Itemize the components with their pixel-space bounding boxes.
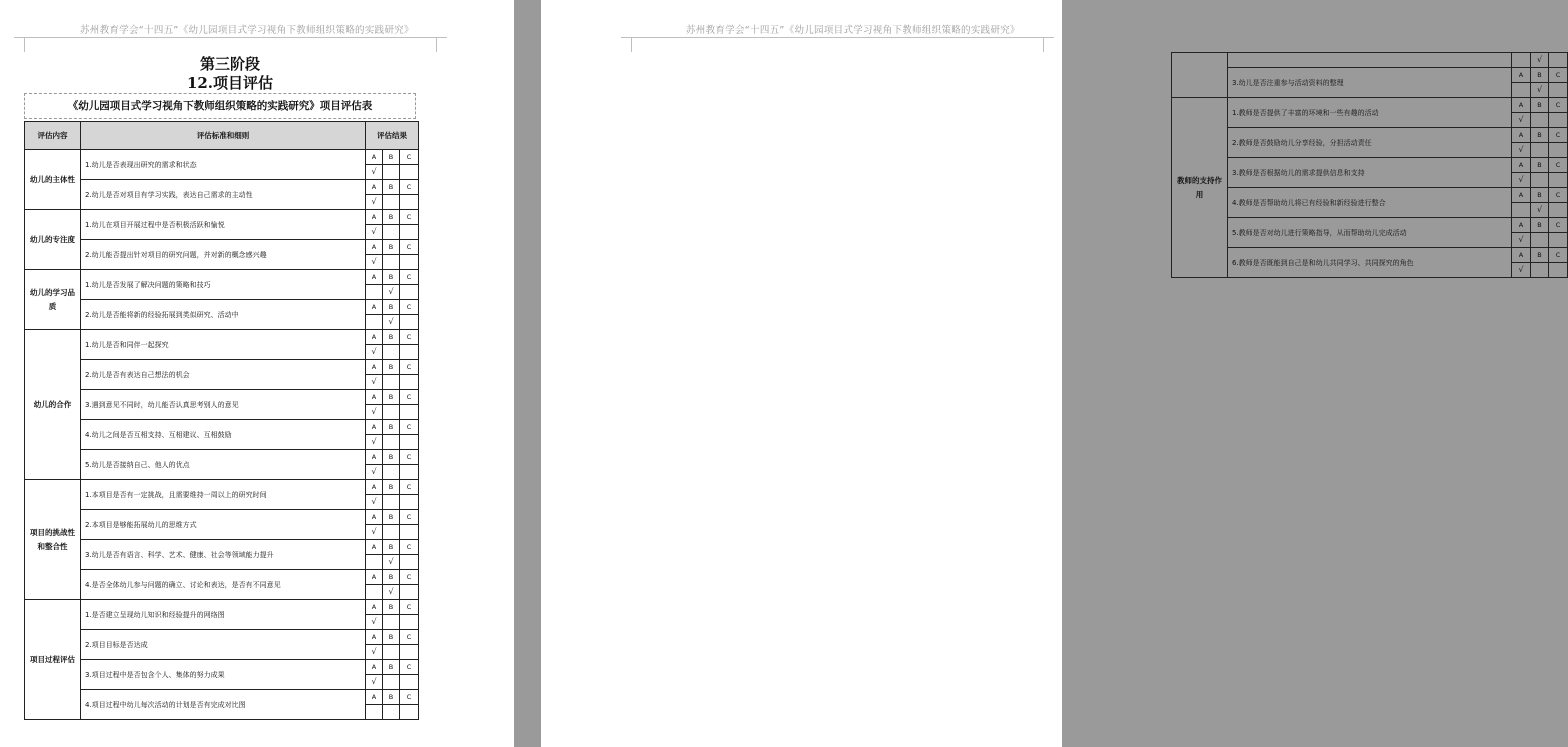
grade-b-label: B: [383, 600, 400, 615]
col-header-criteria: 评估标准和细则: [81, 122, 366, 150]
criteria-cell: 1.幼儿是否表现出研究的需求和状态: [81, 150, 366, 180]
grade-c-label: C: [400, 270, 419, 285]
table-row: [25, 420, 419, 435]
grade-b-label: B: [383, 390, 400, 405]
check-cell: √: [366, 435, 383, 450]
check-cell: [1531, 173, 1549, 188]
grade-b-label: B: [383, 360, 400, 375]
check-cell: √: [1512, 143, 1531, 158]
grade-a-label: A: [366, 630, 383, 645]
check-cell: [400, 675, 419, 690]
table-row: [1172, 128, 1568, 143]
check-cell: √: [1512, 233, 1531, 248]
grade-b-label: B: [383, 210, 400, 225]
grade-b-label: B: [383, 510, 400, 525]
check-cell: √: [366, 465, 383, 480]
check-cell: √: [1512, 263, 1531, 278]
grade-b-label: B: [383, 420, 400, 435]
grade-a-label: A: [1512, 158, 1531, 173]
criteria-cell: 2.本项目是够能拓展幼儿的思维方式: [81, 510, 366, 540]
criteria-cell: 1.幼儿是否和同伴一起探究: [81, 330, 366, 360]
check-cell: [400, 345, 419, 360]
grade-a-label: A: [366, 390, 383, 405]
grade-b-label: B: [1531, 68, 1549, 83]
criteria-cell: 2.教师是否鼓励幼儿分享经验，分担活动责任: [1228, 128, 1512, 158]
check-cell: √: [1531, 83, 1549, 98]
check-cell: [400, 225, 419, 240]
check-cell: [400, 255, 419, 270]
table-row: [25, 240, 419, 255]
check-cell: [366, 285, 383, 300]
grade-c-label: C: [400, 210, 419, 225]
check-cell: [1549, 263, 1568, 278]
check-cell: [1549, 53, 1568, 68]
grade-a-label: A: [1512, 218, 1531, 233]
grade-c-label: C: [1549, 248, 1568, 263]
check-cell: [1512, 203, 1531, 218]
check-cell: [1531, 113, 1549, 128]
check-cell: [400, 495, 419, 510]
grade-c-label: C: [400, 660, 419, 675]
table-row: [25, 630, 419, 645]
check-cell: [366, 555, 383, 570]
check-cell: [383, 615, 400, 630]
grade-a-label: A: [1512, 68, 1531, 83]
check-cell: [1531, 263, 1549, 278]
table-row: [25, 540, 419, 555]
check-cell: [400, 615, 419, 630]
table-row: [25, 210, 419, 225]
grade-a-label: A: [1512, 128, 1531, 143]
table-row: [25, 300, 419, 315]
margin-corner: [436, 37, 447, 52]
table-row: [1172, 53, 1568, 68]
check-cell: [400, 585, 419, 600]
grade-a-label: A: [366, 210, 383, 225]
check-cell: [1549, 143, 1568, 158]
check-cell: √: [366, 165, 383, 180]
category-cell: 教师的支持作用: [1172, 98, 1228, 278]
criteria-cell-continued: [1228, 53, 1512, 68]
grade-c-label: C: [1549, 98, 1568, 113]
grade-b-label: B: [1531, 188, 1549, 203]
check-cell: [1531, 233, 1549, 248]
check-cell: √: [366, 195, 383, 210]
check-cell: [1549, 173, 1568, 188]
table-title: 《幼儿园项目式学习视角下教师组织策略的实践研究》项目评估表: [24, 93, 416, 119]
check-cell: [383, 495, 400, 510]
table-row: [1172, 68, 1568, 83]
grade-c-label: C: [400, 150, 419, 165]
grade-c-label: C: [400, 600, 419, 615]
check-cell: [383, 645, 400, 660]
grade-c-label: C: [400, 300, 419, 315]
grade-a-label: A: [1512, 98, 1531, 113]
check-cell: √: [366, 255, 383, 270]
check-cell: [383, 705, 400, 720]
criteria-cell: 3.项目过程中是否包含个人、集体的努力成果: [81, 660, 366, 690]
check-cell: [400, 465, 419, 480]
check-cell: [383, 165, 400, 180]
criteria-cell: 4.幼儿之间是否互相支持、互相建议、互相鼓励: [81, 420, 366, 450]
grade-b-label: B: [383, 690, 400, 705]
category-cell-continued: [1172, 53, 1228, 98]
grade-c-label: C: [1549, 128, 1568, 143]
criteria-cell: 1.教师是否提供了丰富的环境和一些有趣的活动: [1228, 98, 1512, 128]
check-cell: [400, 705, 419, 720]
table-row: [25, 480, 419, 495]
check-cell: √: [383, 315, 400, 330]
table-row: [25, 390, 419, 405]
table-row: [25, 450, 419, 465]
grade-c-label: C: [400, 450, 419, 465]
margin-corner: [14, 37, 25, 52]
criteria-cell: 3.遇到意见不同时，幼儿能否认真思考别人的意见: [81, 390, 366, 420]
criteria-cell: 2.幼儿是否有表达自己想法的机会: [81, 360, 366, 390]
grade-a-label: A: [366, 300, 383, 315]
check-cell: [383, 195, 400, 210]
grade-b-label: B: [383, 630, 400, 645]
category-cell: 幼儿的主体性: [25, 150, 81, 210]
check-cell: √: [383, 285, 400, 300]
criteria-cell: 3.教师是否根据幼儿的需求提供信息和支持: [1228, 158, 1512, 188]
criteria-cell: 5.教师是否对幼儿进行策略指导，从而帮助幼儿完成活动: [1228, 218, 1512, 248]
criteria-cell: 2.幼儿是否对项目有学习实践，表达自己需求的主动性: [81, 180, 366, 210]
table-row: [25, 600, 419, 615]
stage-title: 第三阶段: [199, 55, 260, 73]
category-cell: 项目的挑战性和整合性: [25, 480, 81, 600]
check-cell: [366, 705, 383, 720]
grade-a-label: A: [366, 420, 383, 435]
grade-a-label: A: [366, 450, 383, 465]
grade-b-label: B: [383, 450, 400, 465]
grade-a-label: A: [366, 330, 383, 345]
check-cell: [1549, 113, 1568, 128]
check-cell: [366, 585, 383, 600]
grade-b-label: B: [383, 300, 400, 315]
criteria-cell: 6.教师是否既能到自己是和幼儿共同学习、共同探究的角色: [1228, 248, 1512, 278]
table-row: [1172, 248, 1568, 263]
grade-b-label: B: [1531, 248, 1549, 263]
table-row: [25, 150, 419, 165]
grade-c-label: C: [1549, 158, 1568, 173]
grade-a-label: A: [366, 360, 383, 375]
criteria-cell: 5.幼儿是否接纳自己、他人的优点: [81, 450, 366, 480]
criteria-cell: 4.教师是否帮助幼儿将已有经验和新经验进行整合: [1228, 188, 1512, 218]
check-cell: [400, 405, 419, 420]
grade-c-label: C: [400, 420, 419, 435]
header-rule: [631, 37, 1045, 38]
header-rule: [24, 37, 438, 38]
grade-a-label: A: [366, 600, 383, 615]
section-title: 12.项目评估: [186, 74, 274, 92]
criteria-cell: 1.幼儿在项目开展过程中是否积极活跃和愉悦: [81, 210, 366, 240]
check-cell: [400, 195, 419, 210]
check-cell: [383, 375, 400, 390]
criteria-cell: 2.幼儿能否提出针对项目的研究问题，并对新的概念感兴趣: [81, 240, 366, 270]
check-cell: √: [366, 225, 383, 240]
grade-c-label: C: [400, 540, 419, 555]
check-cell: [383, 675, 400, 690]
table-row: [25, 510, 419, 525]
margin-corner: [1043, 37, 1054, 52]
check-cell: √: [366, 405, 383, 420]
table-row: [25, 360, 419, 375]
page-1: [0, 0, 514, 747]
check-cell: √: [1512, 113, 1531, 128]
check-cell: [400, 435, 419, 450]
check-cell: [1549, 233, 1568, 248]
table-row: [1172, 188, 1568, 203]
grade-c-label: C: [400, 240, 419, 255]
grade-a-label: A: [366, 180, 383, 195]
grade-c-label: C: [400, 180, 419, 195]
grade-c-label: C: [400, 330, 419, 345]
check-cell: √: [366, 615, 383, 630]
grade-c-label: C: [400, 480, 419, 495]
grade-b-label: B: [383, 570, 400, 585]
grade-c-label: C: [400, 510, 419, 525]
grade-a-label: A: [366, 510, 383, 525]
table-row: [25, 570, 419, 585]
check-cell: [366, 315, 383, 330]
criteria-cell: 1.幼儿是否发展了解决问题的策略和技巧: [81, 270, 366, 300]
check-cell: [400, 645, 419, 660]
grade-b-label: B: [383, 540, 400, 555]
criteria-cell: 2.项目目标是否达成: [81, 630, 366, 660]
col-header-content: 评估内容: [25, 122, 81, 150]
evaluation-table: [24, 121, 419, 720]
check-cell: [383, 465, 400, 480]
criteria-cell: 1.本项目是否有一定挑战，且需要维持一周以上的研究时间: [81, 480, 366, 510]
grade-b-label: B: [383, 240, 400, 255]
check-cell: √: [366, 645, 383, 660]
running-header: 苏州教育学会“十四五”《幼儿园项目式学习视角下教师组织策略的实践研究》: [686, 25, 1020, 36]
check-cell: √: [366, 345, 383, 360]
grade-c-label: C: [1549, 68, 1568, 83]
table-row: [25, 690, 419, 705]
check-cell: [383, 405, 400, 420]
grade-c-label: C: [400, 360, 419, 375]
running-header: 苏州教育学会“十四五”《幼儿园项目式学习视角下教师组织策略的实践研究》: [80, 25, 414, 36]
check-cell: √: [1531, 53, 1549, 68]
criteria-cell: 2.幼儿是否能将新的经验拓展到类似研究、活动中: [81, 300, 366, 330]
check-cell: [400, 525, 419, 540]
grade-a-label: A: [366, 540, 383, 555]
check-cell: [400, 375, 419, 390]
category-cell: 幼儿的专注度: [25, 210, 81, 270]
grade-a-label: A: [366, 570, 383, 585]
grade-a-label: A: [366, 150, 383, 165]
check-cell: [1512, 53, 1531, 68]
check-cell: √: [1531, 203, 1549, 218]
grade-b-label: B: [1531, 128, 1549, 143]
grade-b-label: B: [1531, 158, 1549, 173]
grade-c-label: C: [400, 690, 419, 705]
grade-c-label: C: [1549, 218, 1568, 233]
table-row: [25, 330, 419, 345]
check-cell: [383, 345, 400, 360]
grade-a-label: A: [366, 690, 383, 705]
table-row: [25, 660, 419, 675]
criteria-cell: 4.是否全体幼儿参与问题的确立、讨论和表达，是否有不同意见: [81, 570, 366, 600]
criteria-cell: 1.是否建立呈现幼儿知识和经验提升的网络图: [81, 600, 366, 630]
grade-b-label: B: [383, 330, 400, 345]
check-cell: [383, 525, 400, 540]
table-row: [25, 270, 419, 285]
table-row: [1172, 218, 1568, 233]
check-cell: [383, 435, 400, 450]
check-cell: √: [366, 375, 383, 390]
category-cell: 幼儿的合作: [25, 330, 81, 480]
check-cell: √: [1512, 173, 1531, 188]
check-cell: √: [366, 495, 383, 510]
check-cell: √: [383, 585, 400, 600]
grade-a-label: A: [366, 240, 383, 255]
grade-c-label: C: [400, 630, 419, 645]
check-cell: [400, 285, 419, 300]
grade-a-label: A: [366, 270, 383, 285]
evaluation-table-continued: [1171, 52, 1568, 278]
margin-corner: [621, 37, 632, 52]
check-cell: √: [366, 675, 383, 690]
grade-a-label: A: [366, 660, 383, 675]
grade-c-label: C: [400, 390, 419, 405]
check-cell: [1512, 83, 1531, 98]
check-cell: [383, 225, 400, 240]
grade-a-label: A: [366, 480, 383, 495]
grade-b-label: B: [383, 180, 400, 195]
check-cell: [1549, 83, 1568, 98]
check-cell: [400, 315, 419, 330]
grade-b-label: B: [1531, 98, 1549, 113]
check-cell: [383, 255, 400, 270]
grade-c-label: C: [400, 570, 419, 585]
criteria-cell: 3.幼儿是否注重参与活动资料的整理: [1228, 68, 1512, 98]
grade-a-label: A: [1512, 248, 1531, 263]
check-cell: √: [366, 525, 383, 540]
grade-a-label: A: [1512, 188, 1531, 203]
criteria-cell: 3.幼儿是否有语言、科学、艺术、健康、社会等领域能力提升: [81, 540, 366, 570]
check-cell: [400, 555, 419, 570]
grade-b-label: B: [383, 660, 400, 675]
grade-b-label: B: [383, 150, 400, 165]
category-cell: 幼儿的学习品质: [25, 270, 81, 330]
grade-b-label: B: [1531, 218, 1549, 233]
table-row: [1172, 158, 1568, 173]
check-cell: [400, 165, 419, 180]
category-cell: 项目过程评估: [25, 600, 81, 720]
grade-b-label: B: [383, 270, 400, 285]
grade-c-label: C: [1549, 188, 1568, 203]
table-row: [25, 180, 419, 195]
table-row: [1172, 98, 1568, 113]
criteria-cell: 4.项目过程中幼儿每次活动的计划是否有完成对比图: [81, 690, 366, 720]
grade-b-label: B: [383, 480, 400, 495]
check-cell: √: [383, 555, 400, 570]
check-cell: [1531, 143, 1549, 158]
col-header-result: 评估结果: [366, 122, 419, 150]
check-cell: [1549, 203, 1568, 218]
page-2: [541, 0, 1561, 747]
